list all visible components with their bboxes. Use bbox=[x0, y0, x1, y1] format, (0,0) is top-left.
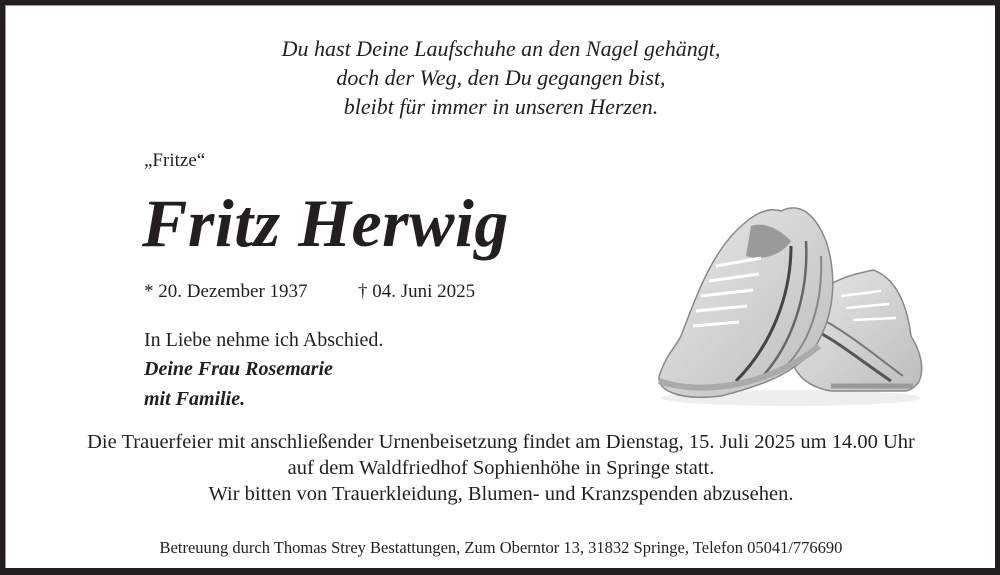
mourner-name: Deine Frau Rosemarie bbox=[144, 358, 333, 380]
obituary-notice bbox=[5, 5, 995, 568]
deceased-name: Fritz Herwig bbox=[142, 185, 509, 261]
ceremony-info-line-2: auf dem Waldfriedhof Sophienhöhe in Springe statt. bbox=[287, 457, 715, 479]
ceremony-info-line-3: Wir bitten von Trauerkleidung, Blumen- und Kranzspenden abzusehen. bbox=[208, 483, 794, 505]
running-shoes-image bbox=[641, 186, 931, 411]
birth-date: * 20. Dezember 1937 bbox=[144, 281, 308, 302]
verse-line-2: doch der Weg, den Du gegangen bist, bbox=[336, 65, 666, 90]
verse-line-1: Du hast Deine Laufschuhe an den Nagel gehängt, bbox=[281, 36, 721, 61]
death-date: † 04. Juni 2025 bbox=[358, 281, 476, 302]
ceremony-info-line-1: Die Trauerfeier mit anschließender Urnenbeisetzung findet am Dienstag, 15. Juli 2025 um 14.00 Uhr bbox=[87, 431, 915, 453]
mourner-family: mit Familie. bbox=[144, 388, 246, 410]
nickname: „Fritze“ bbox=[144, 150, 206, 171]
farewell-line: In Liebe nehme ich Abschied. bbox=[144, 329, 384, 351]
funeral-home-info: Betreuung durch Thomas Strey Bestattungen, Zum Oberntor 13, 31832 Springe, Telefon 05041/776690 bbox=[159, 538, 843, 557]
verse-line-3: bleibt für immer in unseren Herzen. bbox=[343, 94, 659, 119]
